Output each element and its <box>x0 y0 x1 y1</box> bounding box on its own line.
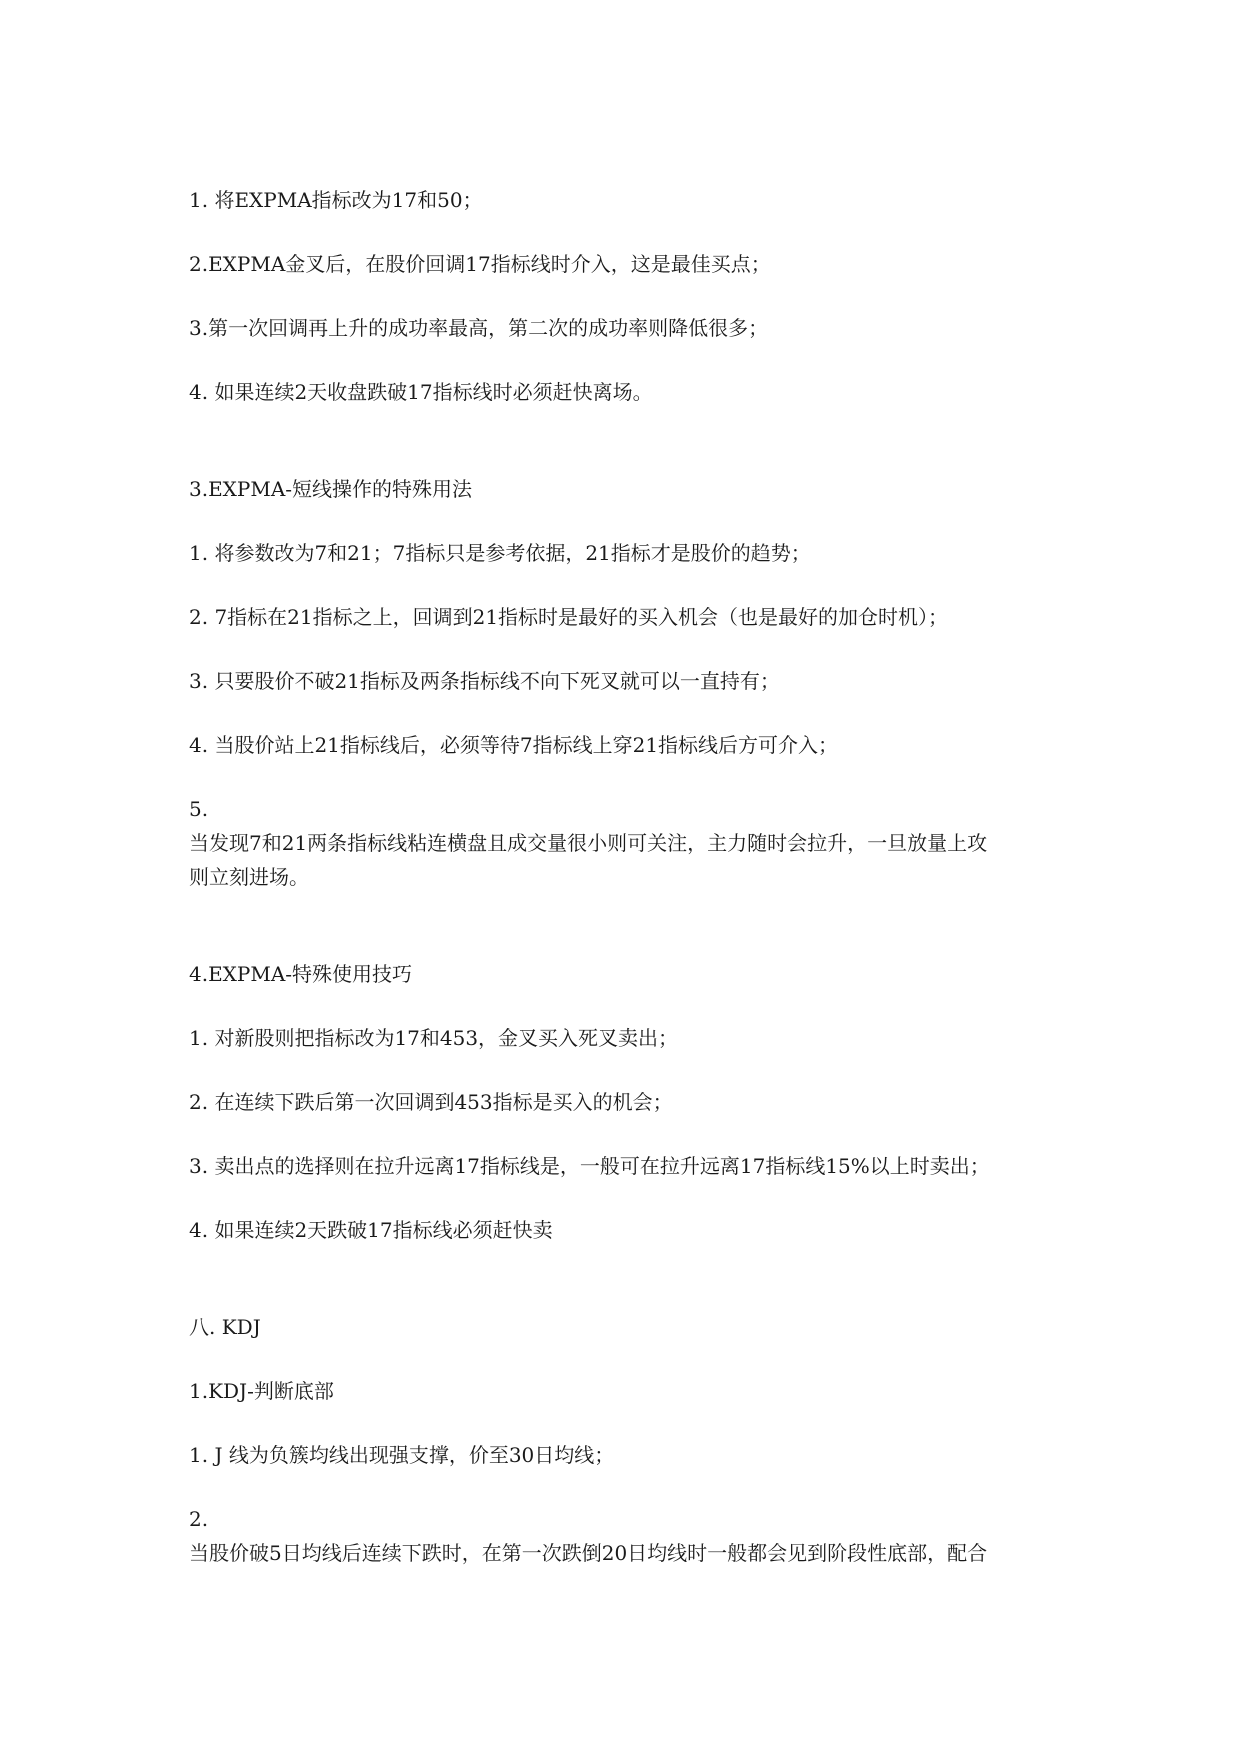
short-term-step-4: 4. 当股价站上21指标线后，必须等待7指标线上穿21指标线后方可介入； <box>189 733 839 757</box>
expma-step-4: 4. 如果连续2天收盘跌破17指标线时必须赶快离场。 <box>189 380 653 404</box>
short-term-step-1: 1. 将参数改为7和21；7指标只是参考依据，21指标才是股价的趋势； <box>189 541 811 565</box>
short-term-step-3: 3. 只要股价不破21指标及两条指标线不向下死叉就可以一直持有； <box>189 669 780 693</box>
short-term-step-5-number: 5. <box>189 797 209 821</box>
chapter-heading-kdj: 八. KDJ <box>189 1315 261 1339</box>
section-heading-expma-special: 4.EXPMA-特殊使用技巧 <box>189 962 413 986</box>
short-term-step-2: 2. 7指标在21指标之上，回调到21指标时是最好的买入机会（也是最好的加仓时机）； <box>189 605 949 629</box>
expma-step-2: 2.EXPMA金叉后，在股价回调17指标线时介入，这是最佳买点； <box>189 252 771 276</box>
expma-step-1: 1. 将EXPMA指标改为17和50； <box>189 188 483 212</box>
special-step-4: 4. 如果连续2天跌破17指标线必须赶快卖 <box>189 1218 553 1242</box>
kdj-step-1: 1. J 线为负簇均线出现强支撑，价至30日均线； <box>189 1443 615 1467</box>
short-term-step-5-text: 当发现7和21两条指标线粘连横盘且成交量很小则可关注，主力随时会拉升，一旦放量上攻 <box>189 831 988 855</box>
kdj-step-2-text: 当股价破5日均线后连续下跌时，在第一次跌倒20日均线时一般都会见到阶段性底部，配合 <box>189 1541 988 1565</box>
expma-step-3: 3.第一次回调再上升的成功率最高，第二次的成功率则降低很多； <box>189 316 769 340</box>
special-step-2: 2. 在连续下跌后第一次回调到453指标是买入的机会； <box>189 1090 673 1114</box>
short-term-step-5-text-cont: 则立刻进场。 <box>189 865 309 889</box>
kdj-step-2-number: 2. <box>189 1507 209 1531</box>
special-step-3: 3. 卖出点的选择则在拉升远离17指标线是，一般可在拉升远离17指标线15%以上时卖出； <box>189 1154 990 1178</box>
special-step-1: 1. 对新股则把指标改为17和453，金叉买入死叉卖出； <box>189 1026 679 1050</box>
section-heading-kdj-bottom: 1.KDJ-判断底部 <box>189 1379 334 1403</box>
section-heading-expma-short-term: 3.EXPMA-短线操作的特殊用法 <box>189 477 473 501</box>
